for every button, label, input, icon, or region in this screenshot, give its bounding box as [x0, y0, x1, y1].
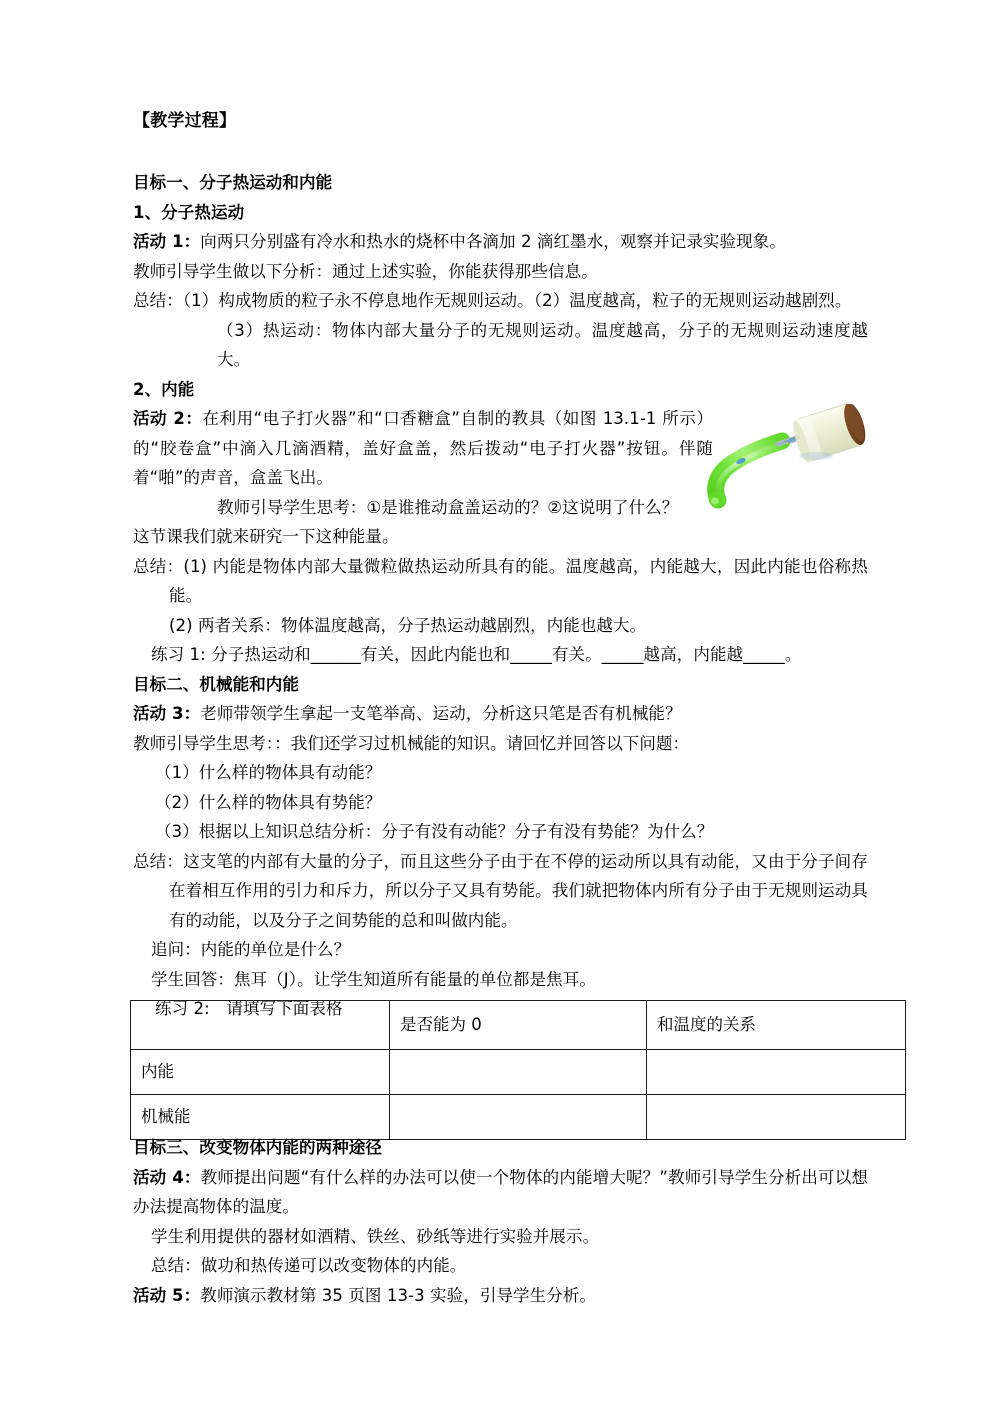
objective-2-question-3: （3）根据以上知识总结分析：分子有没有动能？分子有没有势能？为什么？: [155, 822, 714, 841]
document-body: [133, 108, 868, 1024]
objective-3-block: [133, 1133, 868, 1310]
exercise-1-line: 练习 1: 分子热运动和______有关，因此内能也和_____有关。_____越高，内能越_____。: [151, 645, 802, 664]
objective-1-study-line: 这节课我们就来研究一下这种能量。: [133, 527, 399, 546]
objective-2-followup: 追问：内能的单位是什么？: [151, 940, 351, 959]
activity-3-paragraph: [133, 699, 868, 729]
objective-1-heading: 目标一、分子热运动和内能: [133, 173, 333, 192]
objective-2-summary: 总结：这支笔的内部有大量的分子，而且这些分子由于在不停的运动所以具有动能，又由于分子间存在着相互作用的引力和斥力，所以分子又具有势能。我们就把物体内所有分子由于无规则运动具有的动能，以及分子之间势能的总和叫做内能。: [133, 851, 868, 930]
table-row: [131, 1050, 906, 1095]
objective-2-heading: 目标二、机械能和内能: [133, 674, 299, 694]
activity-2-paragraph: [133, 404, 713, 493]
activity-3-text: 老师带领学生拿起一支笔举高、运动，分析这只笔是否有机械能？: [200, 704, 682, 723]
exercise-2-table-wrapper: [130, 1000, 848, 1140]
table-header-can-be-zero: 是否能为 0: [390, 1001, 647, 1050]
exercise-2-line: 练习 2: 请填写下面表格: [155, 999, 343, 1018]
electronic-igniter-film-canister-photo: [700, 404, 875, 512]
activity-1-paragraph: [133, 227, 868, 257]
objective-2-guide-line: 教师引导学生思考：：我们还学习过机械能的知识。请回忆并回答以下问题：: [133, 733, 690, 753]
objective-1-summary-2-line-1: 总结：(1) 内能是物体内部大量微粒做热运动所具有的能。温度越高，内能越大，因此内能也俗称热能。: [133, 556, 868, 605]
objective-1-subheading-2: 2、内能: [133, 379, 195, 399]
table-cell-internal-energy-zero[interactable]: [390, 1050, 647, 1095]
table-header-row: [131, 1001, 906, 1050]
activity-2-label: 活动 2：: [133, 409, 203, 428]
objective-2-question-2: （2）什么样的物体具有势能？: [155, 792, 382, 812]
objective-3-heading: 目标三、改变物体内能的两种途径: [133, 1138, 382, 1157]
objective-1-summary-2-line-2: (2) 两者关系：物体温度越高，分子热运动越剧烈，内能也越大。: [169, 615, 647, 635]
activity-5-text: 教师演示教材第 35 页图 13-3 实验，引导学生分析。: [200, 1285, 597, 1305]
table-row-label-mechanical-energy: 机械能: [131, 1095, 390, 1140]
objective-3-summary: 总结：做功和热传递可以改变物体的内能。: [151, 1256, 467, 1275]
table-header-temperature-relation: 和温度的关系: [647, 1001, 906, 1050]
activity-2-text: 在利用“电子打火器”和“口香糖盒”自制的教具（如图 13.1-1 所示）的“胶卷盒”中滴入几滴酒精，盖好盒盖，然后拨动“电子打火器”按钮。伴随着“啪”的声音，盒盖飞出。: [133, 409, 713, 487]
activity-1-text: 向两只分别盛有冷水和热水的烧杯中各滴加 2 滴红墨水，观察并记录实验现象。: [200, 232, 786, 251]
objective-1-think-line: 教师引导学生思考：①是谁推动盒盖运动的？②这说明了什么？: [217, 497, 679, 517]
table-cell-internal-energy-temp[interactable]: [647, 1050, 906, 1095]
page-title: 【教学过程】: [133, 111, 237, 131]
energy-comparison-table: [130, 1000, 906, 1140]
objective-2-question-1: （1）什么样的物体具有动能？: [155, 763, 382, 782]
table-header-blank: [131, 1001, 390, 1050]
objective-1-summary-3: （3）热运动：物体内部大量分子的无规则运动。温度越高，分子的无规则运动速度越大。: [217, 320, 868, 369]
objective-1-subheading: 1、分子热运动: [133, 202, 245, 222]
activity-3-label: 活动 3：: [133, 704, 201, 723]
activity-4-paragraph: [133, 1163, 868, 1222]
activity-4-text: 教师提出问题“有什么样的办法可以使一个物体的内能增大呢？”教师引导学生分析出可以想办法提高物体的温度。: [133, 1167, 868, 1216]
table-row-label-internal-energy: 内能: [131, 1050, 390, 1095]
objective-1-summary-1: 总结：（1）构成物质的粒子永不停息地作无规则运动。（2）温度越高，粒子的无规则运动越剧烈。: [133, 291, 852, 310]
objective-2-student-answer: 学生回答：焦耳（J）。让学生知道所有能量的单位都是焦耳。: [151, 969, 596, 989]
activity-5-paragraph: [133, 1281, 868, 1311]
objective-1-guide-line: 教师引导学生做以下分析：通过上述实验，你能获得那些信息。: [133, 261, 598, 281]
activity-1-label: 活动 1：: [133, 232, 201, 251]
activity-5-label: 活动 5：: [133, 1285, 201, 1305]
objective-3-student-line: 学生利用提供的器材如酒精、铁丝、砂纸等进行实验并展示。: [151, 1226, 600, 1246]
activity-4-label: 活动 4：: [133, 1167, 201, 1187]
